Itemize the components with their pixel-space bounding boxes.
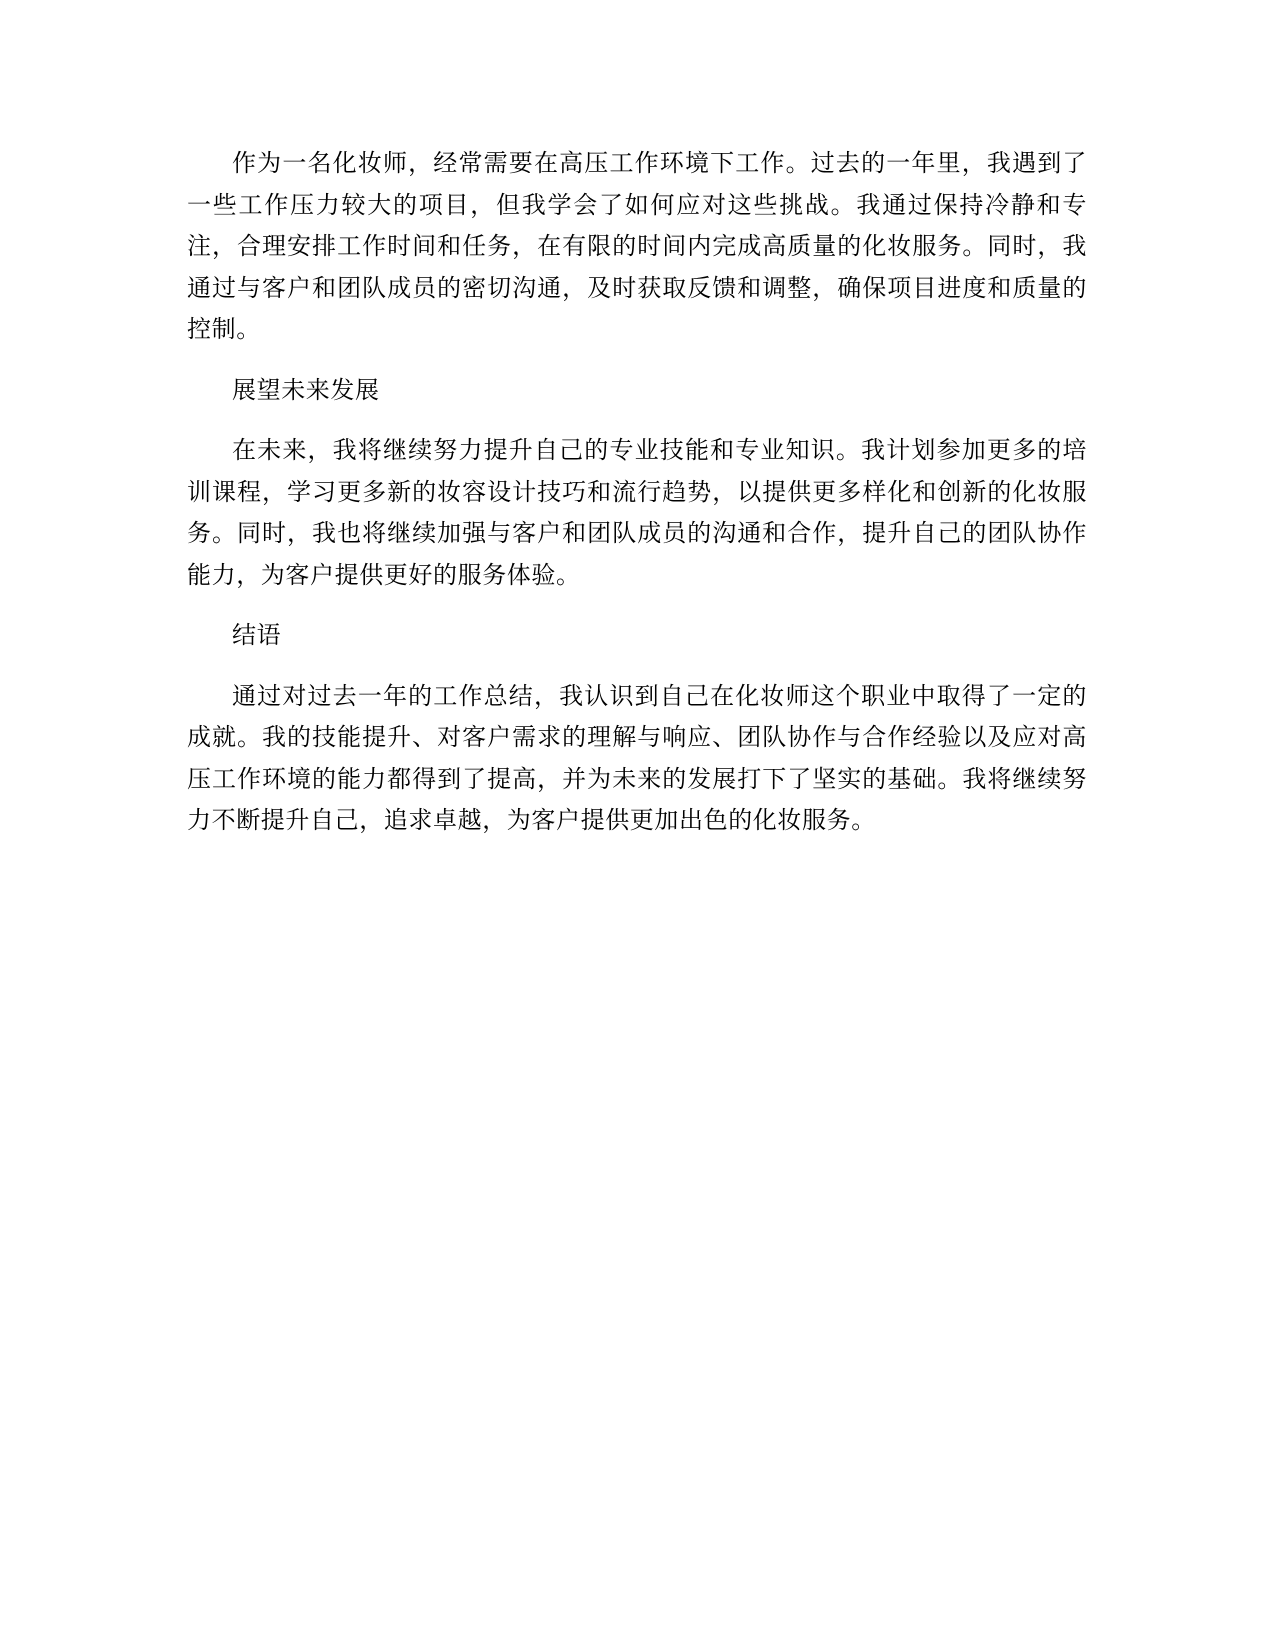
document-body [187, 143, 1087, 861]
section-heading-future-development: 展望未来发展 [232, 375, 380, 404]
paragraph-future-plans: 在未来，我将继续努力提升自己的专业技能和专业知识。我计划参加更多的培训课程，学习更多新的妆容设计技巧和流行趋势，以提供更多样化和创新的化妆服务。同时，我也将继续加强与客户和团队成员的沟通和合作，提升自己的团队协作能力，为客户提供更好的服务体验。 [187, 436, 1087, 589]
paragraph-work-pressure: 作为一名化妆师，经常需要在高压工作环境下工作。过去的一年里，我遇到了一些工作压力较大的项目，但我学会了如何应对这些挑战。我通过保持冷静和专注，合理安排工作时间和任务，在有限的时间内完成高质量的化妆服务。同时，我通过与客户和团队成员的密切沟通，及时获取反馈和调整，确保项目进度和质量的控制。 [187, 149, 1087, 343]
section-heading-conclusion: 结语 [232, 621, 282, 649]
paragraph-conclusion: 通过对过去一年的工作总结，我认识到自己在化妆师这个职业中取得了一定的成就。我的技能提升、对客户需求的理解与响应、团队协作与合作经验以及应对高压工作环境的能力都得到了提高，并为未来的发展打下了坚实的基础。我将继续努力不断提升自己，追求卓越，为客户提供更加出色的化妆服务。 [187, 681, 1087, 834]
